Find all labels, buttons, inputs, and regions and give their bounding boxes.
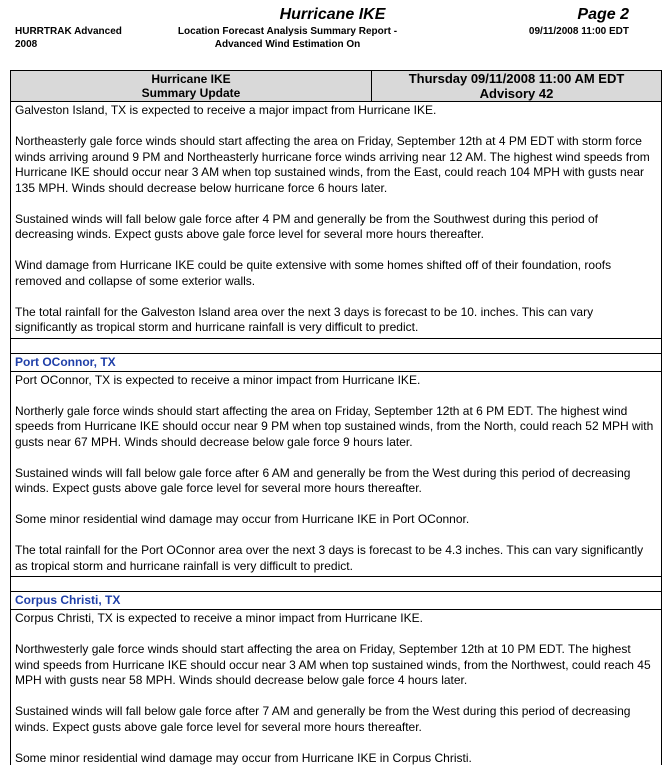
report-subtitle-line1: Location Forecast Analysis Summary Report - (177, 26, 398, 37)
section-paragraph: Sustained winds will fall below gale force after 6 AM and generally be from the West during this period of decreasing winds. Expect gusts above gale force level for several more hours thereafter. (15, 465, 631, 495)
section-paragraph: Galveston Island, TX is expected to receive a major impact from Hurricane IKE. (15, 103, 437, 117)
report-datetime: 09/11/2008 11:00 EDT (528, 26, 629, 37)
section-divider (11, 338, 661, 354)
section-paragraph: Sustained winds will fall below gale force after 4 PM and generally be from the Southwest during this period of decreasing winds. Expect gusts above gale force level for several more hours thereafter. (15, 211, 598, 241)
summary-storm-cell (11, 71, 372, 101)
section-paragraph: The total rainfall for the Galveston Island area over the next 3 days is forecast to be 10. inches. This can vary significantly as tropical storm and hurricane rainfall is very difficult to predict. (15, 304, 594, 334)
summary-datetime: Thursday 09/11/2008 11:00 AM EDT (408, 71, 625, 86)
section-paragraph: Some minor residential wind damage may occur from Hurricane IKE in Port OConnor. (15, 512, 470, 526)
section-paragraph: Sustained winds will fall below gale force after 7 AM and generally be from the West during this period of decreasing winds. Expect gusts above gale force level for several more hours thereafter. (15, 704, 631, 734)
summary-advisory-cell (372, 71, 661, 101)
location-section-port-oconnor (11, 372, 661, 577)
software-label (15, 26, 155, 51)
section-paragraph: Port OConnor, TX is expected to receive a minor impact from Hurricane IKE. (15, 372, 421, 387)
summary-advisory: Advisory 42 (479, 86, 554, 101)
section-paragraph: Some minor residential wind damage may occur from Hurricane IKE in Corpus Christi. (15, 750, 472, 765)
location-heading: Port OConnor, TX (11, 354, 661, 372)
section-divider (11, 576, 661, 592)
location-heading: Corpus Christi, TX (11, 592, 661, 610)
software-name: HURRTRAK Advanced (15, 26, 122, 37)
software-year: 2008 (15, 38, 38, 50)
location-section-galveston (11, 102, 661, 338)
section-paragraph: Corpus Christi, TX is expected to receive a minor impact from Hurricane IKE. (15, 611, 423, 625)
section-paragraph: Northerly gale force winds should start affecting the area on Friday, September 12th at 6 PM EDT. The highest wind speeds from Hurricane IKE should occur near 9 PM when top sustained winds, from the North, could reach 52 MPH with gusts near 67 MPH. Winds should decrease below gale force 9 hours later. (15, 403, 654, 449)
page-number: Page 2 (577, 6, 629, 23)
section-paragraph: Wind damage from Hurricane IKE could be quite extensive with some homes shifted off of their foundation, roofs removed and collapse of some exterior walls. (15, 258, 612, 288)
report-subtitle-line2: Advanced Wind Estimation On (214, 38, 361, 50)
report-subtitle (160, 26, 415, 51)
summary-storm-name: Hurricane IKE (151, 72, 231, 86)
location-section-corpus-christi (11, 610, 661, 765)
report-frame (10, 70, 662, 765)
section-paragraph: Northeasterly gale force winds should start affecting the area on Friday, September 12th at 4 PM EDT with storm force winds arriving around 9 PM and Northeasterly hurricane force winds arriving near 12 AM. The highest wind speeds from Hurricane IKE should occur near 3 AM when top sustained winds, from the East, could reach 104 MPH with gusts near 135 MPH. Winds should decrease below hurricane force 6 hours later. (15, 134, 650, 195)
summary-bar (11, 71, 661, 102)
section-paragraph: Northwesterly gale force winds should start affecting the area on Friday, September 12th at 10 PM EDT. The highest wind speeds from Hurricane IKE should occur near 3 AM when top sustained winds, from the Northwest, could reach 45 MPH with gusts near 58 MPH. Winds should decrease below gale force 4 hours later. (15, 642, 651, 687)
summary-update-label: Summary Update (141, 86, 241, 100)
section-paragraph: The total rainfall for the Port OConnor area over the next 3 days is forecast to be 4.3 inches. This can vary significantly as tropical storm and hurricane rainfall is very difficult to predict. (15, 543, 644, 573)
report-title: Hurricane IKE (279, 6, 386, 23)
